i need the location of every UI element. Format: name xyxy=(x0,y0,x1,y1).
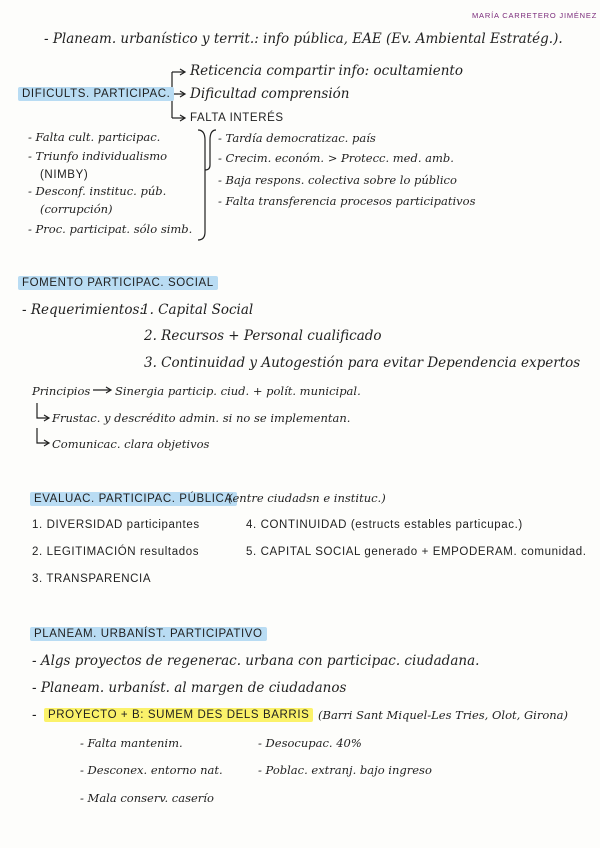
proyecto-sub-left-3: - Mala conserv. caserío xyxy=(80,791,214,805)
right-list-1: - Tardía democratizac. país xyxy=(218,131,376,145)
fomento-heading xyxy=(18,275,218,291)
left-list-4: - Desconf. instituc. púb. xyxy=(28,184,167,198)
evaluac-item-4: 4. CONTINUIDAD (estructs estables particupac.) xyxy=(246,519,523,531)
proyecto-line xyxy=(44,707,313,723)
proyecto-sub-right-1: - Desocupac. 40% xyxy=(258,736,362,750)
proyecto-label: PROYECTO + B: SUMEM DES DELS BARRIS xyxy=(44,708,313,722)
left-list-5: (corrupción) xyxy=(40,202,113,216)
left-list-1: - Falta cult. participac. xyxy=(28,130,161,144)
left-list-3: (NIMBY) xyxy=(40,169,89,181)
requirement-2: 2. Recursos + Personal cualificado xyxy=(144,328,382,344)
proyecto-sub-left-1: - Falta mantenim. xyxy=(80,736,183,750)
dificults-heading xyxy=(18,86,174,102)
author-name: MARÍA CARRETERO JIMÉNEZ xyxy=(472,11,598,20)
proyecto-sub-left-2: - Desconex. entorno nat. xyxy=(80,763,223,777)
evaluac-note: (entre ciudadsn e instituc.) xyxy=(228,491,386,505)
requirement-3: 3. Continuidad y Autogestión para evitar Dependencia expertos xyxy=(144,355,581,371)
brace-left xyxy=(198,130,205,240)
dificults-heading-text: DIFICULTS. PARTICIPAC. xyxy=(18,87,174,101)
brace-right xyxy=(205,130,216,170)
principios-sub-2: Comunicac. clara objetivos xyxy=(52,437,210,451)
evaluac-item-1: 1. DIVERSIDAD participantes xyxy=(32,519,200,531)
evaluac-item-3: 3. TRANSPARENCIA xyxy=(32,573,152,585)
requirements-label: - Requerimientos: xyxy=(22,302,144,318)
requirement-1: 1. Capital Social xyxy=(141,302,254,318)
fomento-heading-text: FOMENTO PARTICIPAC. SOCIAL xyxy=(18,276,218,290)
intro-line: - Planeam. urbanístico y territ.: info pública, EAE (Ev. Ambiental Estratég.). xyxy=(44,31,563,47)
planeam-heading-text: PLANEAM. URBANÍST. PARTICIPATIVO xyxy=(30,627,267,641)
proyecto-note: (Barri Sant Miquel-Les Tries, Olot, Girona) xyxy=(318,708,568,722)
proyecto-sub-right-2: - Poblac. extranj. bajo ingreso xyxy=(258,763,432,777)
dificult-branch-2: Dificultad comprensión xyxy=(190,86,350,102)
evaluac-heading-text: EVALUAC. PARTICIPAC. PÚBLICA xyxy=(30,492,237,506)
dificult-branch-3: FALTA INTERÉS xyxy=(190,112,284,124)
planeam-bullet-1: - Algs proyectos de regenerac. urbana con participac. ciudadana. xyxy=(32,653,480,669)
dificult-branch-1: Reticencia compartir info: ocultamiento xyxy=(190,63,463,79)
right-list-4: - Falta transferencia procesos participativos xyxy=(218,194,476,208)
planeam-heading xyxy=(30,626,267,642)
principios-label: Principios xyxy=(32,384,91,398)
evaluac-heading xyxy=(30,491,237,507)
evaluac-item-5: 5. CAPITAL SOCIAL generado + EMPODERAM. comunidad. xyxy=(246,546,587,558)
principios-sub-1: Frustac. y descrédito admin. si no se implementan. xyxy=(52,411,351,425)
right-list-2: - Crecim. económ. > Protecc. med. amb. xyxy=(218,151,454,165)
right-list-3: - Baja respons. colectiva sobre lo público xyxy=(218,173,457,187)
left-list-6: - Proc. participat. sólo simb. xyxy=(28,222,193,236)
evaluac-item-2: 2. LEGITIMACIÓN resultados xyxy=(32,546,200,558)
planeam-bullet-2: - Planeam. urbaníst. al margen de ciudadanos xyxy=(32,680,347,696)
principios-text: Sinergia particip. ciud. + polít. municipal. xyxy=(115,384,361,398)
proyecto-dash: - xyxy=(32,707,37,723)
left-list-2: - Triunfo individualismo xyxy=(28,149,168,163)
